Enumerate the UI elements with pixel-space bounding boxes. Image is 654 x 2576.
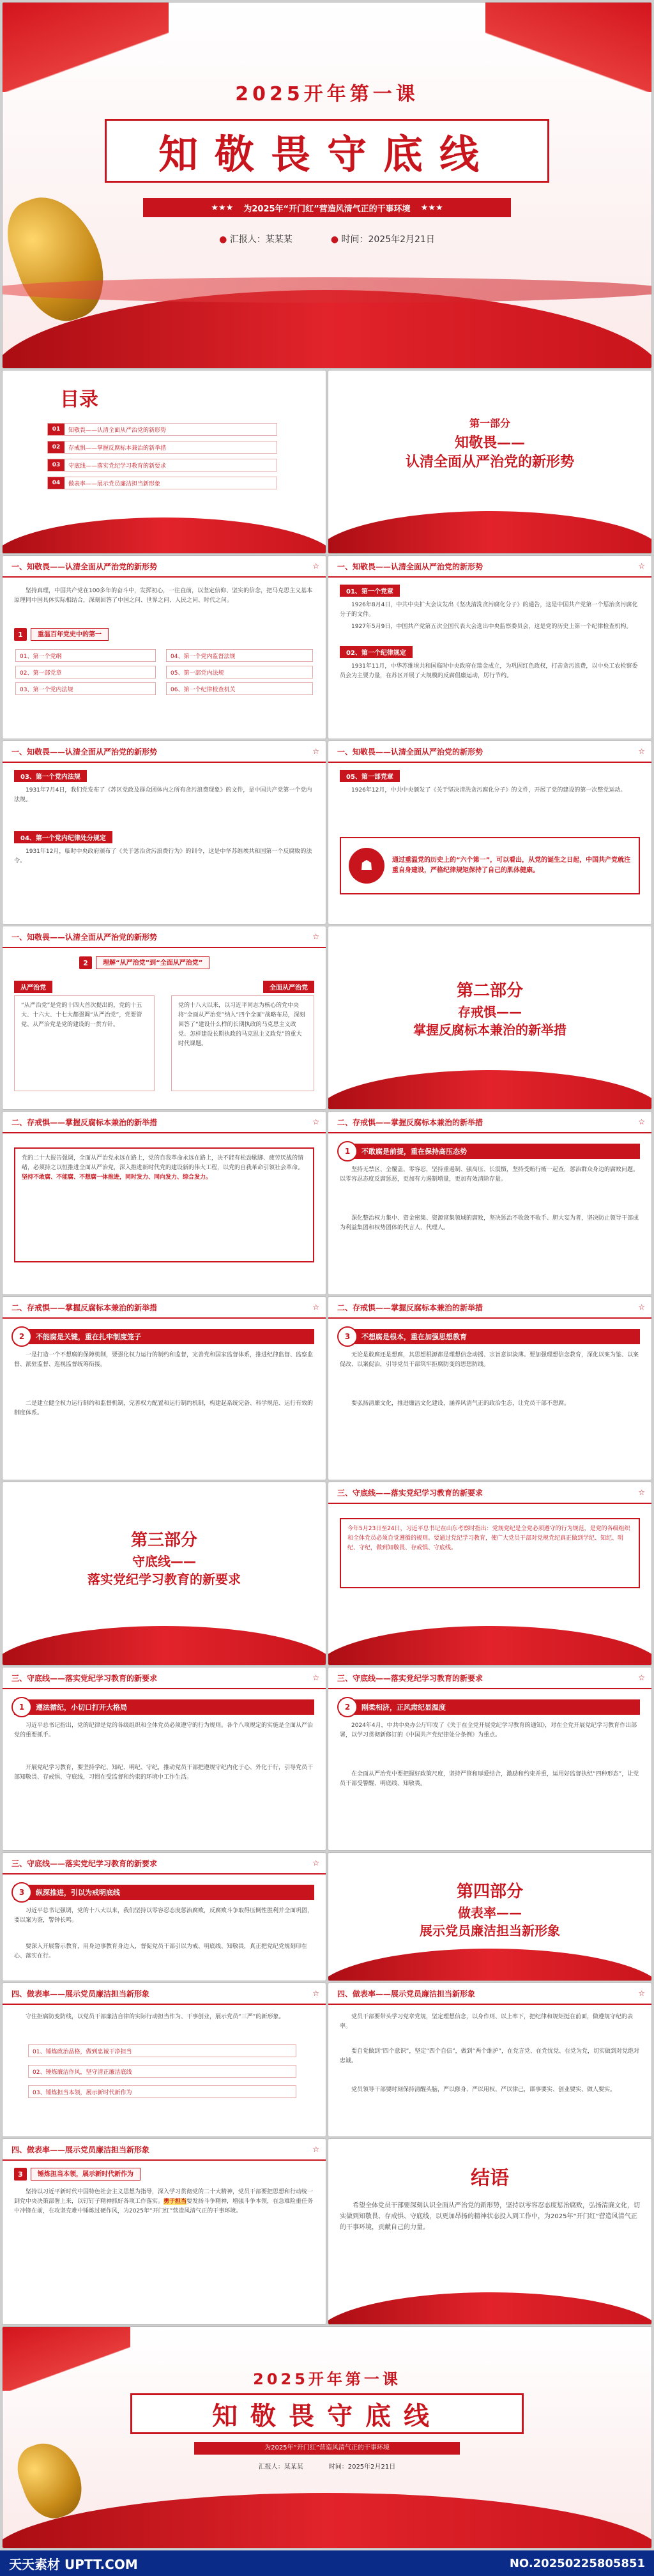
cover-meta xyxy=(3,233,651,245)
closing-subtitle: 为2025年“开门红”营造风清气正的干事环境 xyxy=(194,2442,460,2455)
cover-main-title-box xyxy=(105,119,549,183)
slide-header: 一、知敬畏——认清全面从严治党的新形势 ☆ xyxy=(328,556,651,578)
reporter: ● 汇报人：某某某 xyxy=(219,234,293,245)
tag: 05、第一部党章 xyxy=(340,770,400,782)
toc-item[interactable]: 01 知敬畏——认清全面从严治党的新形势 xyxy=(47,423,277,436)
paragraph: 1931年7月4日，我们党发布了《苏区党政及群众团体内之所有贪污浪费现象》的文件，是中国共产党第一个党内法规。 xyxy=(14,787,312,803)
slide-header: 一、知敬畏——认清全面从严治党的新形势 ☆ xyxy=(3,741,326,763)
subheading: 3 锤炼担当本领，展示新时代新作为 xyxy=(14,2167,141,2181)
slide-header: 四、做表率——展示党员廉洁担当新形象 ☆ xyxy=(3,2139,326,2161)
toc-title: 目录 xyxy=(60,388,98,411)
card-header: 2 不能腐是关键，重在扎牢制度笼子 xyxy=(14,1329,314,1344)
s1c-slide xyxy=(3,741,326,924)
paragraph: 2024年4月，中共中央办公厅印发了《关于在全党开展党纪学习教育的通知》，对在全党开展党纪学习教育作出部署，以学习贯彻新修订的《中国共产党纪律处分条例》为重点。 xyxy=(340,1722,637,1738)
brand-watermark: 天天素材 UPTT.COM xyxy=(9,2556,138,2572)
party-logo-icon: ☆ xyxy=(312,1673,319,1682)
slide-header: 四、做表率——展示党员廉洁担当新形象 ☆ xyxy=(328,1983,651,2005)
red-wave xyxy=(3,518,326,553)
paragraph: 坚持真理，中国共产党在100多年的奋斗中，发挥初心，一往直前，以坚定信仰、坚实的信念，把马克思主义基本原理同中国具体实际相结合，深刻回答了中国之问、世界之问、人民之问、时代之问。 xyxy=(14,588,313,604)
slide-header: 一、知敬畏——认清全面从严治党的新形势 ☆ xyxy=(3,556,326,578)
s3d-slide xyxy=(3,1853,326,1981)
card-header: 1 不敢腐是前提，重在保持高压态势 xyxy=(340,1144,640,1159)
paragraph: 要深入开展警示教育，用身边事教育身边人，督促党员干部引以为戒、明底线、知敬畏，真正把党纪党规刻印在心、落实在行。 xyxy=(14,1943,308,1959)
s4b-slide xyxy=(328,1983,651,2136)
toc-item[interactable]: 02 存戒惧——掌握反腐标本兼治的新举措 xyxy=(47,441,277,454)
s3b-slide xyxy=(3,1667,326,1850)
slide-header: 二、存戒惧——掌握反腐标本兼治的新举措 ☆ xyxy=(3,1112,326,1133)
text-box: 党的二十大报告强调，全面从严治党永远在路上，党的自我革命永远在路上，决不能有松劲歇脚、疲劳厌战的情绪，必须持之以恒推进全面从严治党，深入推进新时代党的建设新的伟大工程，以党的自我革命引领社会革命。坚持不敢腐、不能腐、不想腐一体推进，同时发力、同向发力、综合发力。 xyxy=(14,1147,314,1262)
part2-label: 第二部分 xyxy=(456,981,523,1000)
paragraph: 深化整治权力集中、资金密集、资源富集领域的腐败，坚决惩治不收敛不收手、胆大妄为者，坚决防止领导干部成为利益集团和权势团体的代言人、代理人。 xyxy=(340,1215,639,1231)
s2c-slide xyxy=(3,1297,326,1480)
paragraph: 1931年11月，中华苏维埃共和国临时中央政府在瑞金成立，为巩固红色政权，打击贪污浪费，以中央工农检察委员会为主要力量，在苏区开展了大规模的反腐倡廉运动，厉行节约。 xyxy=(340,663,638,679)
time: 时间：2025年2月21日 xyxy=(328,2464,396,2471)
slide-header: 三、守底线——落实党纪学习教育的新要求 ☆ xyxy=(328,1667,651,1689)
card-header: 1 遵法循纪，小切口打开大格局 xyxy=(14,1699,314,1715)
paragraph: 习近平总书记强调，党的十八大以来，我们坚持以零容忍态度惩治腐败，反腐败斗争取得压倒性胜利并全面巩固，要以案为鉴，警钟长鸣。 xyxy=(14,1908,314,1924)
list-item: 01、锤炼政治品格，做到忠诚干净担当 xyxy=(28,2044,296,2057)
party-logo-icon: ☆ xyxy=(312,1117,319,1126)
slide-header: 二、存戒惧——掌握反腐标本兼治的新举措 ☆ xyxy=(3,1297,326,1319)
paragraph: 坚持无禁区、全覆盖、零容忍，坚持重遏制、强高压、长震慑，坚持受贿行贿一起查，惩治群众身边的腐败问题。以零容忍态度反腐惩恶，更加有力遏制增量，更加有效清除存量。 xyxy=(340,1167,639,1183)
stars-right: ★★★ xyxy=(420,203,443,213)
party-logo-icon: ☆ xyxy=(638,1488,645,1497)
trumpet-icon xyxy=(3,184,118,332)
s1a-slide xyxy=(3,556,326,739)
list-item: 06、第一个纪律检查机关 xyxy=(166,682,313,695)
clock-icon: ● xyxy=(330,234,339,245)
red-wave xyxy=(3,2493,651,2548)
tag: 03、第一个党内法规 xyxy=(14,770,87,782)
party-logo-icon: ☆ xyxy=(638,1989,645,1998)
red-wave-top xyxy=(3,277,651,303)
party-logo-icon: ☆ xyxy=(312,747,319,756)
cover-subtitle-bar xyxy=(143,198,511,217)
tag: 全面从严治党 xyxy=(263,981,314,993)
list-item: 04、第一个党内监督法规 xyxy=(166,649,313,662)
s4c-slide xyxy=(3,2139,326,2324)
paragraph: 要弘扬清廉文化，推进廉洁文化建设，涵养风清气正的政治生态，让党员干部不想腐。 xyxy=(351,1400,570,1407)
toc-item[interactable]: 03 守底线——落实党纪学习教育的新要求 xyxy=(47,459,277,471)
red-wave xyxy=(328,1070,651,1109)
subheading: 1 重温百年党史中的第一 xyxy=(14,627,109,641)
slide-header: 三、守底线——落实党纪学习教育的新要求 ☆ xyxy=(3,1667,326,1689)
part1-title1: 知敬畏—— xyxy=(454,435,525,451)
part3-title1: 守底线—— xyxy=(132,1554,196,1569)
part4-label: 第四部分 xyxy=(456,1882,523,1901)
paragraph: 一是打造一个不想腐的保障机制，要强化权力运行的制约和监督，完善党和国家监督体系，推进纪律监督、监察监督、派驻监督、巡视监督统筹衔接。 xyxy=(14,1352,314,1368)
red-wave xyxy=(328,1626,651,1665)
paragraph: 习近平总书记指出，党的纪律是党的各级组织和全体党员必须遵守的行为规则。各个八项规定的实施是全面从严治党的重要抓手。 xyxy=(14,1722,314,1738)
end-title: 结语 xyxy=(471,2167,509,2189)
party-logo-icon: ☆ xyxy=(638,747,645,756)
list-item: 02、锤炼廉洁作风，坚守清正廉洁底线 xyxy=(28,2065,296,2078)
red-wave xyxy=(328,511,651,553)
callout-text: 通过重温党的历史上的“六个第一”，可以看出，从党的诞生之日起，中国共产党就注重自身建设，严格纪律规矩保持了自己的肌体健康。 xyxy=(392,857,631,874)
cover-year-title: 2025开年第一课 xyxy=(235,83,419,105)
party-logo-icon: ☆ xyxy=(638,1117,645,1126)
cover-subtitle: 为2025年“开门红”营造风清气正的干事环境 xyxy=(243,204,411,214)
part2-title2: 掌握反腐标本兼治的新举措 xyxy=(413,1022,567,1038)
paragraph: 无论是敢腐还是想腐，其思想根源都是理想信念动摇、宗旨意识淡薄。要加强理想信念教育，深化以案为鉴、以案促改、以案促治，引导党员干部筑牢拒腐防变的思想防线。 xyxy=(340,1352,639,1368)
s1e-slide xyxy=(3,926,326,1109)
party-logo-icon: ☆ xyxy=(638,1673,645,1682)
card-header: 3 不想腐是根本，重在加强思想教育 xyxy=(340,1329,640,1344)
left-text-box: “从严治党”是党的十四大首次提出的，党的十五大、十六大、十七大都强调“从严治党”，党要管党、从严治党是党的建设的一贯方针。 xyxy=(14,995,155,1091)
subheading: 2 理解“从严治党”到“全面从严治党” xyxy=(79,956,209,970)
slide-header: 四、做表率——展示党员廉洁担当新形象 ☆ xyxy=(3,1983,326,2005)
card-header: 3 纵深推进，引以为戒明底线 xyxy=(14,1885,314,1900)
id-watermark: NO.20250225805851 xyxy=(509,2556,645,2570)
paragraph: 守住拒腐防变防线，以党员干部廉洁自律的实际行动担当作为、干事创业，展示党员“三严”的新形象。 xyxy=(26,2014,285,2020)
end-paragraph: 希望全体党员干部要深刻认识全面从严治党的新形势，坚持以零容忍态度惩治腐败，弘扬清廉文化，切实做到知敬畏、存戒惧、守底线，以更加昂扬的精神状态投入到工作中，为2025年“开门红”营造风清气正的干事环境，贡献自己的力量。 xyxy=(340,2202,640,2231)
right-text-box: 党的十八大以来，以习近平同志为核心的党中央将“全面从严治党”纳入“四个全面”战略布局，深刻回答了“建设什么样的长期执政的马克思主义政党、怎样建设长期执政的马克思主义政党”的重大时代课题。 xyxy=(171,995,314,1091)
paragraph: 1926年12月，中共中央颁发了《关于坚决清洗贪污腐化分子》的文件，开展了党的建设的第一次整党运动。 xyxy=(351,787,627,793)
s1d-slide xyxy=(328,741,651,924)
end-slide xyxy=(328,2139,651,2324)
paragraph: 1926年8月4日，中共中央扩大会议发出《坚决清洗贪污腐化分子》的通告，这是中国共产党第一个惩治贪污腐化分子的文件。 xyxy=(340,602,638,618)
slide-header: 二、存戒惧——掌握反腐标本兼治的新举措 ☆ xyxy=(328,1297,651,1319)
cover-main-title: 知敬畏守底线 xyxy=(158,130,496,178)
tag: 04、第一个党内纪律处分规定 xyxy=(14,831,112,843)
stars-left: ★★★ xyxy=(211,203,234,213)
red-wave xyxy=(328,2292,651,2324)
part1-label: 第一部分 xyxy=(469,417,510,429)
trumpet-icon xyxy=(10,2434,91,2526)
part2-title1: 存戒惧—— xyxy=(458,1004,522,1020)
party-logo-icon: ☆ xyxy=(638,562,645,571)
paragraph: 坚持以习近平新时代中国特色社会主义思想为指导，深入学习贯彻党的二十大精神，党员干部要把思想和行动统一到党中央决策部署上来，以钉钉子精神抓好各项工作落实。勇于担当要发扬斗争精神，增强斗争本领，在急难险重任务中冲锋在前，在攻坚克难中锤炼过硬作风，为2025年“开门红”营造风清气正的干事环境。 xyxy=(14,2189,314,2214)
s2b-slide xyxy=(328,1112,651,1294)
part3-slide xyxy=(3,1482,326,1665)
paragraph: 二是建立健全权力运行制约和监督机制，完善权力配置和运行制约机制，构建起系统完备、科学规范、运行有效的制度体系。 xyxy=(14,1400,314,1416)
s4a-slide xyxy=(3,1983,326,2136)
paragraph: 1927年5月9日，中国共产党第五次全国代表大会选出中央监察委员会，这是党的历史上第一个纪律检查机构。 xyxy=(351,624,632,630)
party-logo-icon: ☆ xyxy=(638,1303,645,1312)
part1-slide xyxy=(328,371,651,553)
closing-year-title: 2025开年第一课 xyxy=(253,2370,401,2388)
red-wave xyxy=(328,1949,651,1981)
callout-box xyxy=(340,837,640,894)
list-item: 03、锤炼担当本领，展示新时代新作为 xyxy=(28,2085,296,2098)
party-logo-icon: ☆ xyxy=(312,562,319,571)
paragraph: 1931年12月，临时中央政府颁布了《关于惩治贪污浪费行为》的训令，这是中华苏维埃共和国第一个反腐败的法令。 xyxy=(14,848,312,864)
watermark-footer xyxy=(0,2550,654,2576)
closing-main-title-box xyxy=(130,2393,524,2434)
party-logo-icon: ☆ xyxy=(312,932,319,941)
s3c-slide xyxy=(328,1667,651,1850)
closing-meta xyxy=(3,2461,651,2471)
party-logo-icon: ☆ xyxy=(312,1303,319,1312)
s1b-slide xyxy=(328,556,651,739)
tag: 02、第一个纪律规定 xyxy=(340,646,413,658)
slide-header: 二、存戒惧——掌握反腐标本兼治的新举措 ☆ xyxy=(328,1112,651,1133)
paragraph: 开展党纪学习教育，要坚持学纪、知纪、明纪、守纪，推动党员干部把遵规守纪内化于心、外化于行，引导党员干部知敬畏、存戒惧、守底线，习惯在受监督和约束的环境中工作生活。 xyxy=(14,1765,314,1781)
list-item: 02、第一部党章 xyxy=(15,666,156,678)
paragraph: 要自觉做到“四个意识”，坚定“四个自信”，做到“两个维护”，在党言党、在党忧党、在党为党，切实做到对党绝对忠诚。 xyxy=(340,2048,639,2064)
card-header: 2 刚柔相济，正风肃纪显温度 xyxy=(340,1699,640,1715)
party-logo-icon: ☆ xyxy=(312,1859,319,1867)
tag: 01、第一个党章 xyxy=(340,585,400,597)
closing-main-title: 知敬畏守底线 xyxy=(212,2401,442,2431)
part3-label: 第三部分 xyxy=(130,1531,197,1550)
list-item: 01、第一个党纲 xyxy=(15,649,156,662)
user-icon: ● xyxy=(219,234,227,245)
part4-title1: 做表率—— xyxy=(458,1905,522,1920)
s2d-slide xyxy=(328,1297,651,1480)
tag: 从严治党 xyxy=(14,981,52,993)
highlight-text: 坚持不敢腐、不能腐、不想腐一体推进，同时发力、同向发力、综合发力。 xyxy=(22,1174,212,1181)
reporter: 汇报人：某某某 xyxy=(258,2464,303,2471)
s2a-slide xyxy=(3,1112,326,1294)
party-logo-icon: ☆ xyxy=(312,2145,319,2154)
time: ● 时间：2025年2月21日 xyxy=(330,234,435,245)
part4-slide xyxy=(328,1853,651,1981)
slide-header: 一、知敬畏——认清全面从严治党的新形势 ☆ xyxy=(3,926,326,948)
part4-title2: 展示党员廉洁担当新形象 xyxy=(420,1923,560,1938)
toc-item[interactable]: 04 做表率——展示党员廉洁担当新形象 xyxy=(47,477,277,489)
part3-title2: 落实党纪学习教育的新要求 xyxy=(87,1572,241,1587)
list-item: 03、第一个党内法规 xyxy=(15,682,156,695)
party-logo-icon: ☆ xyxy=(312,1989,319,1998)
closing-slide xyxy=(3,2327,651,2548)
red-wave xyxy=(3,1626,326,1665)
slide-header: 三、守底线——落实党纪学习教育的新要求 ☆ xyxy=(3,1853,326,1874)
cover-slide xyxy=(3,3,651,368)
paragraph: 党员干部要带头学习党章党规，坚定理想信念，以身作则、以上率下，把纪律和规矩挺在前面，做遵规守纪的表率。 xyxy=(340,2014,634,2030)
s3a-slide xyxy=(328,1482,651,1665)
part2-slide xyxy=(328,926,651,1109)
highlight-text: 勇于担当 xyxy=(164,2198,187,2205)
slide-header: 一、知敬畏——认清全面从严治党的新形势 ☆ xyxy=(328,741,651,763)
people-icon: ☗ xyxy=(349,848,384,884)
paragraph: 党员领导干部要时刻保持清醒头脑，严以修身、严以用权、严以律己，谋事要实、创业要实、做人要实。 xyxy=(351,2087,616,2093)
paragraph: 在全面从严治党中要把握好政策尺度，坚持严管和厚爱结合，激励和约束并重，运用好监督执纪“四种形态”，让党员干部受警醒、明底线、知敬畏。 xyxy=(340,1771,639,1787)
slide-header: 三、守底线——落实党纪学习教育的新要求 ☆ xyxy=(328,1482,651,1504)
part1-title2: 认清全面从严治党的新形势 xyxy=(405,454,574,470)
text-box: 今年5月23日至24日，习近平总书记在山东考察时指出：党规党纪是全党必须遵守的行为规范，是党的各级组织和全体党员必须自觉遵循的规则。要通过党纪学习教育，使广大党员干部对党规党纪真正做到学纪、知纪、明纪、守纪，做到知敬畏、存戒惧、守底线。 xyxy=(340,1518,640,1588)
list-item: 05、第一部党内法规 xyxy=(166,666,313,678)
toc-slide xyxy=(3,371,326,553)
